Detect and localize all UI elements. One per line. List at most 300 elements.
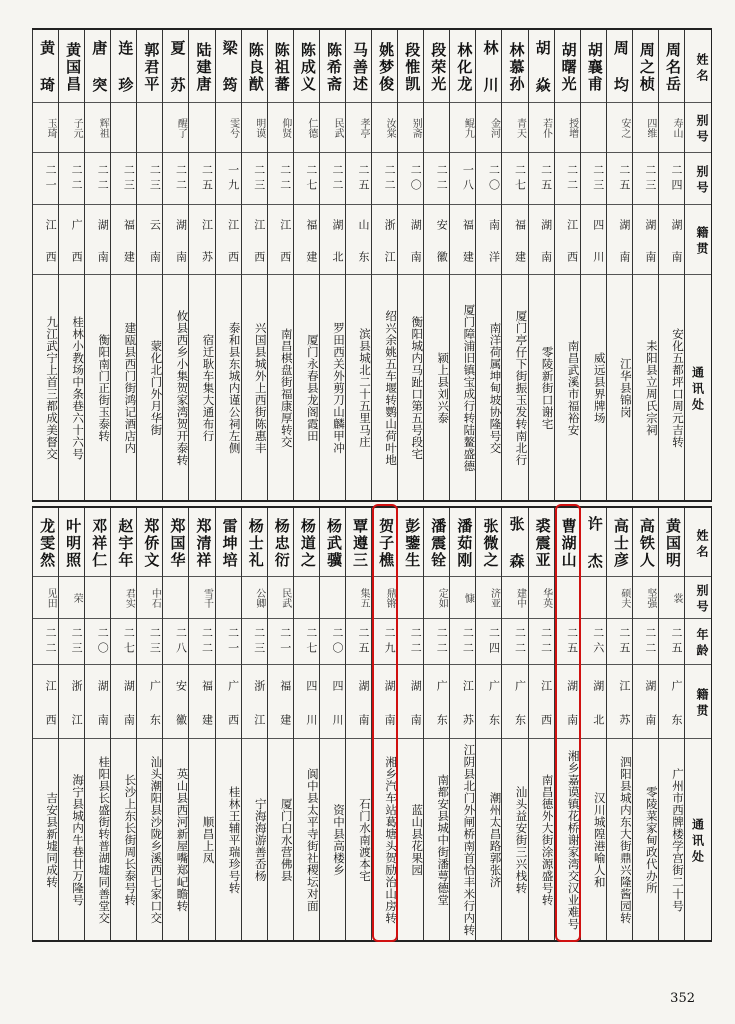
address-text: 南洋荷属坤甸坡协隆号交 bbox=[488, 322, 503, 454]
roster-column bbox=[188, 508, 214, 940]
alias-text: 别斋 bbox=[410, 118, 422, 138]
origin-part-2: 苏 bbox=[617, 714, 631, 725]
age-text: 二五 bbox=[617, 627, 631, 657]
roster-column bbox=[241, 508, 267, 940]
origin-part-1: 江 bbox=[44, 680, 58, 691]
person-name: 潘茹刚 bbox=[455, 517, 474, 569]
alias-text: 坚强 bbox=[644, 588, 656, 608]
header-age: 年龄 bbox=[695, 628, 709, 660]
highlight-box bbox=[372, 504, 398, 942]
origin-part-2: 南 bbox=[643, 251, 657, 262]
alias-text: 子元 bbox=[71, 118, 83, 138]
address-text: 顺昌上凤 bbox=[201, 816, 216, 864]
person-name: 杨武骥 bbox=[324, 517, 343, 569]
origin-part-2: 北 bbox=[330, 251, 344, 262]
alias-text: 授增 bbox=[566, 118, 578, 138]
roster-column bbox=[32, 30, 58, 500]
origin-part-1: 广 bbox=[148, 680, 162, 691]
header-alias: 别号 bbox=[695, 584, 709, 616]
age-text: 二三 bbox=[643, 164, 657, 194]
person-name: 郑侨文 bbox=[142, 517, 161, 569]
roster-column bbox=[267, 30, 293, 500]
alias-text: 若仆 bbox=[540, 118, 552, 138]
origin-part-2: 西 bbox=[44, 251, 58, 262]
origin-part-1: 福 bbox=[122, 219, 136, 230]
alias-text: 醒了 bbox=[175, 118, 187, 138]
origin-part-2: 徽 bbox=[435, 251, 449, 262]
origin-part-2: 南 bbox=[643, 714, 657, 725]
alias-text: 仰贤 bbox=[279, 118, 291, 138]
roster-column bbox=[188, 30, 214, 500]
address-text: 汕头潮阳县沙陇乡溪西七家口交 bbox=[149, 756, 164, 924]
age-text: 二五 bbox=[617, 164, 631, 194]
age-text: 二三 bbox=[148, 164, 162, 194]
origin-part-2: 西 bbox=[70, 251, 84, 262]
header-column bbox=[684, 30, 712, 500]
alias-text bbox=[137, 108, 162, 148]
alias-text bbox=[189, 108, 214, 148]
age-text: 二七 bbox=[122, 627, 136, 657]
origin-part-1: 云 bbox=[148, 219, 162, 230]
age-text: 二二 bbox=[70, 164, 84, 194]
roster-column bbox=[554, 30, 580, 500]
alias-text: 青天 bbox=[514, 118, 526, 138]
person-name: 杨道之 bbox=[298, 517, 317, 569]
origin-part-2: 建 bbox=[122, 251, 136, 262]
address-text: 建瓯县西门街鸿记酒店内 bbox=[123, 322, 138, 454]
age-text: 二三 bbox=[591, 164, 605, 194]
origin-part-1: 南 bbox=[487, 219, 501, 230]
address-text: 颍上县刘兴泰 bbox=[436, 352, 451, 424]
roster-column bbox=[58, 30, 84, 500]
person-name: 雷坤培 bbox=[220, 517, 239, 569]
age-text: 二一 bbox=[44, 164, 58, 194]
alias-text bbox=[320, 582, 345, 614]
origin-part-1: 安 bbox=[174, 680, 188, 691]
person-name: 周 均 bbox=[611, 40, 630, 94]
alias-text: 明谟 bbox=[253, 118, 265, 138]
origin-part-2: 南 bbox=[383, 714, 397, 725]
address-text: 资中县高楼乡 bbox=[331, 804, 346, 876]
age-text: 二五 bbox=[539, 164, 553, 194]
address-text: 潮州太昌路郭张济 bbox=[488, 792, 503, 888]
roster-column bbox=[241, 30, 267, 500]
alias-text: 君实 bbox=[123, 588, 135, 608]
age-text: 二二 bbox=[96, 164, 110, 194]
origin-part-2: 西 bbox=[565, 251, 579, 262]
header-age: 别号 bbox=[695, 165, 709, 197]
age-text: 二五 bbox=[565, 627, 579, 657]
roster-column bbox=[606, 508, 632, 940]
alias-text: 公卿 bbox=[253, 588, 265, 608]
origin-part-2: 南 bbox=[669, 251, 683, 262]
origin-part-2: 江 bbox=[70, 714, 84, 725]
address-text: 厦门白水营佛县 bbox=[279, 798, 294, 882]
address-text: 厦门永春县龙阁霞田 bbox=[305, 334, 320, 442]
header-address: 通讯处 bbox=[690, 818, 705, 866]
roster-column bbox=[397, 30, 423, 500]
age-text: 二〇 bbox=[96, 627, 110, 657]
age-text: 二二 bbox=[44, 627, 58, 657]
origin-part-1: 四 bbox=[304, 680, 318, 691]
alias-text: 荣 bbox=[71, 593, 83, 603]
origin-part-2: 南 bbox=[565, 714, 579, 725]
person-name: 林化龙 bbox=[455, 41, 474, 93]
age-text: 二二 bbox=[435, 627, 449, 657]
roster-column bbox=[371, 30, 397, 500]
alias-text: 金河 bbox=[488, 118, 500, 138]
person-name: 张微之 bbox=[481, 517, 500, 569]
address-text: 英山县西河新屋嘴郑屺瞻转 bbox=[175, 768, 190, 912]
alias-text: 雪千 bbox=[201, 588, 213, 608]
origin-part-2: 建 bbox=[278, 714, 292, 725]
age-text: 二七 bbox=[513, 164, 527, 194]
address-text: 蒙化北门外月华街 bbox=[149, 340, 164, 436]
origin-part-2: 苏 bbox=[200, 251, 214, 262]
person-name: 郭君平 bbox=[142, 41, 161, 93]
origin-part-2: 东 bbox=[148, 714, 162, 725]
person-name: 郑国华 bbox=[168, 517, 187, 569]
origin-part-2: 南 bbox=[122, 714, 136, 725]
alias-text: 鼎锵 bbox=[384, 588, 396, 608]
person-name: 周名岳 bbox=[663, 41, 682, 93]
age-text: 二二 bbox=[643, 627, 657, 657]
origin-part-1: 湖 bbox=[409, 680, 423, 691]
origin-part-1: 广 bbox=[226, 680, 240, 691]
address-text: 广州市西牌楼学宫街二十号 bbox=[670, 768, 685, 912]
roster-column bbox=[32, 508, 58, 940]
roster-column bbox=[632, 508, 658, 940]
address-text: 湘乡汽车站葛塘头贺励治山房转 bbox=[384, 756, 399, 924]
person-name: 张 森 bbox=[507, 516, 526, 570]
origin-part-1: 湖 bbox=[174, 219, 188, 230]
age-text: 二二 bbox=[174, 164, 188, 194]
roster-column bbox=[319, 30, 345, 500]
alias-text bbox=[111, 108, 136, 148]
origin-part-1: 湖 bbox=[96, 219, 110, 230]
origin-part-2: 西 bbox=[226, 714, 240, 725]
origin-part-1: 广 bbox=[513, 680, 527, 691]
origin-part-1: 广 bbox=[487, 680, 501, 691]
age-text: 二五 bbox=[357, 164, 371, 194]
origin-part-1: 江 bbox=[44, 219, 58, 230]
age-text: 二七 bbox=[304, 627, 318, 657]
origin-part-2: 南 bbox=[357, 714, 371, 725]
address-text: 耒阳县立周氏宗祠 bbox=[644, 340, 659, 436]
origin-part-1: 湖 bbox=[643, 219, 657, 230]
origin-part-1: 江 bbox=[539, 680, 553, 691]
age-text: 二〇 bbox=[409, 164, 423, 194]
roster-column bbox=[423, 508, 449, 940]
roster-column bbox=[267, 508, 293, 940]
alias-text: 见田 bbox=[45, 588, 57, 608]
address-text: 长沙上东长街周长泰号转 bbox=[123, 774, 138, 906]
origin-part-2: 南 bbox=[174, 251, 188, 262]
address-text: 绍兴余姚五车堰转鹦山荷叶地 bbox=[384, 310, 399, 466]
person-name: 彭鑒生 bbox=[403, 517, 422, 569]
age-text: 二二 bbox=[539, 627, 553, 657]
age-text: 二五 bbox=[669, 627, 683, 657]
origin-part-2: 川 bbox=[330, 714, 344, 725]
person-name: 胡曙光 bbox=[559, 41, 578, 93]
roster-column bbox=[293, 508, 319, 940]
origin-part-2: 南 bbox=[539, 251, 553, 262]
person-name: 夏 苏 bbox=[168, 40, 187, 94]
origin-part-1: 浙 bbox=[70, 680, 84, 691]
origin-part-2: 南 bbox=[148, 251, 162, 262]
person-name: 黄国昌 bbox=[64, 41, 83, 93]
roster-column bbox=[475, 30, 501, 500]
origin-part-1: 江 bbox=[617, 680, 631, 691]
age-text: 二二 bbox=[435, 164, 449, 194]
origin-part-1: 广 bbox=[70, 219, 84, 230]
origin-part-1: 江 bbox=[200, 219, 214, 230]
origin-part-2: 川 bbox=[591, 251, 605, 262]
origin-part-1: 四 bbox=[591, 219, 605, 230]
alias-text: 雯兮 bbox=[227, 118, 239, 138]
person-name: 裘震亚 bbox=[533, 517, 552, 569]
alias-text bbox=[85, 582, 110, 614]
roster-column bbox=[136, 30, 162, 500]
address-text: 罗田西关外剪刀山麟甲冲 bbox=[331, 322, 346, 454]
address-text: 南昌武溪市福裕安 bbox=[566, 340, 581, 436]
origin-part-2: 洋 bbox=[487, 251, 501, 262]
age-text: 二二 bbox=[565, 164, 579, 194]
origin-part-1: 湖 bbox=[669, 219, 683, 230]
age-text: 二三 bbox=[122, 164, 136, 194]
person-name: 龙雯然 bbox=[38, 517, 57, 569]
person-name: 郑清祥 bbox=[194, 517, 213, 569]
roster-column bbox=[423, 30, 449, 500]
address-text: 泗阳县城内东大街鼎兴隆酱园转 bbox=[618, 756, 633, 924]
origin-part-2: 徽 bbox=[174, 714, 188, 725]
age-text: 二三 bbox=[148, 627, 162, 657]
person-name: 唐 突 bbox=[90, 40, 109, 94]
person-name: 姚梦俊 bbox=[377, 41, 396, 93]
age-text: 二八 bbox=[174, 627, 188, 657]
person-name: 胡 焱 bbox=[533, 40, 552, 94]
alias-text: 硕夫 bbox=[618, 588, 630, 608]
address-text: 南昌德外大街涂源盛号转 bbox=[540, 774, 555, 906]
age-text: 二一 bbox=[226, 627, 240, 657]
header-column bbox=[684, 508, 712, 940]
origin-part-2: 西 bbox=[278, 251, 292, 262]
roster-column bbox=[319, 508, 345, 940]
person-name: 许 杰 bbox=[585, 516, 604, 570]
roster-column bbox=[397, 508, 423, 940]
roster-column bbox=[658, 30, 684, 500]
header-alias: 别号 bbox=[695, 114, 709, 146]
address-text: 泰和县东城内谨公祠左侧 bbox=[227, 322, 242, 454]
person-name: 黄国明 bbox=[663, 517, 682, 569]
alias-text: 华英 bbox=[540, 588, 552, 608]
origin-part-2: 西 bbox=[226, 251, 240, 262]
origin-part-2: 东 bbox=[487, 714, 501, 725]
age-text: 二二 bbox=[513, 627, 527, 657]
person-name: 马善述 bbox=[351, 41, 370, 93]
roster-column bbox=[580, 30, 606, 500]
alias-text: 集五 bbox=[358, 588, 370, 608]
age-text: 二二 bbox=[409, 627, 423, 657]
origin-part-1: 福 bbox=[278, 680, 292, 691]
roster-column bbox=[449, 508, 475, 940]
address-text: 威远县界牌场 bbox=[592, 352, 607, 424]
alias-text: 裳 bbox=[670, 593, 682, 603]
origin-part-2: 西 bbox=[44, 714, 58, 725]
address-text: 南都安县城中街潘萼德堂 bbox=[436, 774, 451, 906]
roster-column bbox=[606, 30, 632, 500]
address-text: 吉安县新墟同成转 bbox=[45, 792, 60, 888]
age-text: 一八 bbox=[461, 164, 475, 194]
person-name: 胡襄甫 bbox=[585, 41, 604, 93]
origin-part-1: 山 bbox=[357, 219, 371, 230]
roster-column bbox=[136, 508, 162, 940]
address-text: 衡阳南门正街玉泰转 bbox=[97, 334, 112, 442]
alias-text bbox=[398, 582, 423, 614]
roster-column bbox=[345, 508, 371, 940]
origin-part-1: 湖 bbox=[96, 680, 110, 691]
person-name: 曹湖山 bbox=[559, 517, 578, 569]
alias-text: 中石 bbox=[149, 588, 161, 608]
origin-part-2: 南 bbox=[96, 251, 110, 262]
alias-text bbox=[581, 108, 606, 148]
person-name: 高铁人 bbox=[637, 517, 656, 569]
person-name: 林 川 bbox=[481, 40, 500, 94]
address-text: 桂林王辅平瑞珍号转 bbox=[227, 786, 242, 894]
roster-column bbox=[293, 30, 319, 500]
roster-column bbox=[501, 30, 527, 500]
origin-part-1: 湖 bbox=[617, 219, 631, 230]
header-address: 通讯处 bbox=[690, 366, 705, 414]
origin-part-2: 南 bbox=[409, 714, 423, 725]
origin-part-1: 浙 bbox=[383, 219, 397, 230]
address-text: 零陵菜家甸政代办所 bbox=[644, 786, 659, 894]
origin-part-2: 建 bbox=[200, 714, 214, 725]
address-text: 桂阳县长盛街转普湖墟同善堂交 bbox=[97, 756, 112, 924]
address-text: 江华县锦岗 bbox=[618, 358, 633, 418]
alias-text: 玉琦 bbox=[45, 118, 57, 138]
origin-part-2: 东 bbox=[669, 714, 683, 725]
origin-part-1: 江 bbox=[252, 219, 266, 230]
person-name: 段惟凯 bbox=[403, 41, 422, 93]
origin-part-1: 广 bbox=[669, 680, 683, 691]
origin-part-1: 湖 bbox=[330, 219, 344, 230]
origin-part-1: 福 bbox=[513, 219, 527, 230]
origin-part-2: 西 bbox=[539, 714, 553, 725]
alias-text: 定如 bbox=[436, 588, 448, 608]
alias-text bbox=[163, 582, 188, 614]
person-name: 陈良猷 bbox=[246, 41, 265, 93]
person-name: 覃遵三 bbox=[351, 517, 370, 569]
address-text: 安化五都坪口周元吉转 bbox=[670, 328, 685, 448]
origin-part-2: 建 bbox=[513, 251, 527, 262]
person-name: 陈希斋 bbox=[324, 41, 343, 93]
alias-text: 辉祖 bbox=[97, 118, 109, 138]
origin-part-2: 南 bbox=[617, 251, 631, 262]
alias-text: 民武 bbox=[331, 118, 343, 138]
origin-part-2: 东 bbox=[513, 714, 527, 725]
alias-text: 四维 bbox=[644, 118, 656, 138]
roster-column bbox=[475, 508, 501, 940]
header-origin: 籍贯 bbox=[695, 688, 709, 720]
person-name: 陈成义 bbox=[298, 41, 317, 93]
address-text: 厦门障浦旧镇宝成行转陆鳌盛德 bbox=[462, 304, 477, 472]
roster-column bbox=[658, 508, 684, 940]
origin-part-1: 安 bbox=[435, 219, 449, 230]
origin-part-2: 苏 bbox=[461, 714, 475, 725]
person-name: 林慕孙 bbox=[507, 41, 526, 93]
header-name: 姓名 bbox=[695, 529, 709, 561]
person-name: 周之桢 bbox=[637, 41, 656, 93]
roster-column bbox=[110, 508, 136, 940]
age-text: 二六 bbox=[591, 627, 605, 657]
roster-column bbox=[528, 30, 554, 500]
address-text: 江阴县北门外闸桥南首恰丰米行内转 bbox=[462, 744, 477, 936]
origin-part-1: 湖 bbox=[565, 680, 579, 691]
alias-text: 济亚 bbox=[488, 588, 500, 608]
address-text: 宿迁耿车集大通布行 bbox=[201, 334, 216, 442]
age-text: 二七 bbox=[304, 164, 318, 194]
origin-part-2: 西 bbox=[252, 251, 266, 262]
origin-part-2: 南 bbox=[96, 714, 110, 725]
person-name: 高士彦 bbox=[611, 517, 630, 569]
origin-part-1: 湖 bbox=[409, 219, 423, 230]
person-name: 邓祥仁 bbox=[90, 517, 109, 569]
roster-column bbox=[110, 30, 136, 500]
alias-text bbox=[581, 582, 606, 614]
roster-column bbox=[84, 508, 110, 940]
origin-part-1: 浙 bbox=[252, 680, 266, 691]
age-text: 一九 bbox=[226, 164, 240, 194]
origin-part-2: 江 bbox=[252, 714, 266, 725]
age-text: 二四 bbox=[669, 164, 683, 194]
person-name: 黄 琦 bbox=[38, 40, 57, 94]
alias-text: 鲲九 bbox=[462, 118, 474, 138]
roster-column bbox=[345, 30, 371, 500]
age-text: 二三 bbox=[252, 627, 266, 657]
alias-text: 慷 bbox=[462, 593, 474, 603]
person-name: 连 珍 bbox=[116, 40, 135, 94]
address-text: 湘乡嘉谟镇花桥谢家湾交汉业难号 bbox=[566, 750, 581, 930]
origin-part-1: 湖 bbox=[591, 680, 605, 691]
alias-text bbox=[424, 108, 449, 148]
age-text: 二一 bbox=[278, 627, 292, 657]
origin-part-2: 北 bbox=[591, 714, 605, 725]
alias-text: 仁德 bbox=[305, 118, 317, 138]
alias-text: 汝棠 bbox=[384, 118, 396, 138]
age-text: 二二 bbox=[278, 164, 292, 194]
address-text: 海宁县城内牛巷廿万隆号 bbox=[71, 774, 86, 906]
origin-part-1: 福 bbox=[304, 219, 318, 230]
address-text: 桂林小教场中条巷六十六号 bbox=[71, 316, 86, 460]
address-text: 南昌棋盘街福康厚转交 bbox=[279, 328, 294, 448]
origin-part-1: 湖 bbox=[383, 680, 397, 691]
age-text: 二二 bbox=[330, 164, 344, 194]
origin-part-1: 湖 bbox=[122, 680, 136, 691]
address-text: 攸县西乡小集贺家湾贺开泰转 bbox=[175, 310, 190, 466]
age-text: 二二 bbox=[461, 627, 475, 657]
person-name: 贺子樵 bbox=[377, 517, 396, 569]
address-text: 宁海海游善岙杨 bbox=[253, 798, 268, 882]
age-text: 二四 bbox=[487, 627, 501, 657]
person-name: 潘震铨 bbox=[429, 517, 448, 569]
page-number: 352 bbox=[670, 991, 695, 1006]
highlight-box bbox=[555, 504, 581, 942]
alias-text: 民武 bbox=[279, 588, 291, 608]
address-text: 滨县城北二十五里马庄 bbox=[358, 328, 373, 448]
age-text: 二九 bbox=[383, 627, 397, 657]
age-text: 二三 bbox=[70, 627, 84, 657]
